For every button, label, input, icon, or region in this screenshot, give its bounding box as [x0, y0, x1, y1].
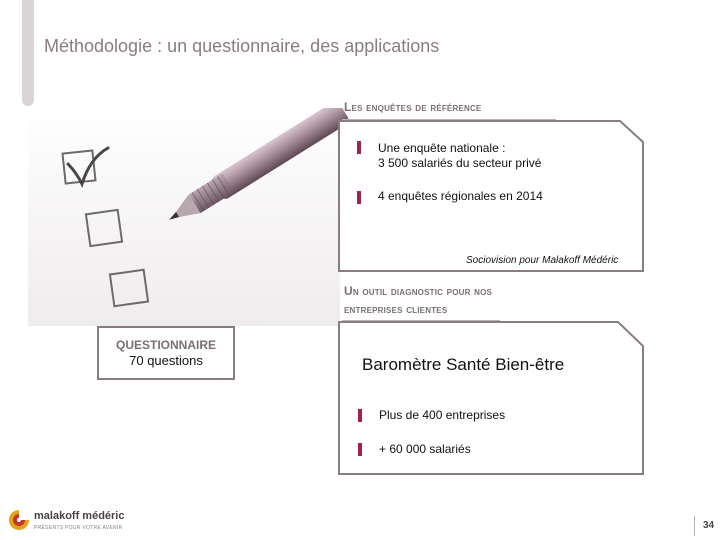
page-number-divider	[694, 516, 695, 536]
section-heading-reference-surveys: Les enquêtes de référence	[344, 100, 482, 114]
employees-count: + 60 000 salariés	[379, 442, 471, 456]
questionnaire-count: 70 questions	[129, 353, 203, 368]
page-number: 34	[703, 520, 715, 531]
logo-name: malakoff médéric	[34, 510, 125, 522]
section-heading-diagnostic-line2: entreprises clientes	[344, 302, 448, 316]
logo-tagline: PRÉSENTS POUR VOTRE AVENIR	[34, 525, 123, 531]
bullet-marker	[357, 191, 361, 204]
malakoff-logo	[8, 504, 128, 538]
section-heading-diagnostic-line1: Un outil diagnostic pour nos	[344, 284, 493, 298]
companies-count: Plus de 400 entreprises	[379, 408, 506, 422]
questionnaire-label: QUESTIONNAIRE	[115, 338, 216, 352]
bullet-marker	[358, 409, 362, 422]
questionnaire-box	[97, 326, 235, 380]
checkbox-checked-icon	[63, 148, 108, 184]
malakoff-logo-mark-icon	[8, 508, 30, 532]
page-title: Méthodologie : un questionnaire, des applications	[44, 36, 440, 56]
survey-regional: 4 enquêtes régionales en 2014	[378, 189, 543, 203]
checkbox-empty-icon	[86, 210, 122, 246]
bullet-marker	[358, 443, 362, 456]
source-note: Sociovision pour Malakoff Médéric	[466, 255, 619, 266]
barometer-title: Baromètre Santé Bien-être	[362, 355, 565, 374]
bullet-marker	[357, 141, 361, 154]
pen-icon	[150, 108, 350, 228]
survey-national-line2: 3 500 salariés du secteur privé	[378, 156, 542, 170]
checkbox-empty-icon	[110, 270, 148, 306]
survey-national-line1: Une enquête nationale :	[378, 141, 506, 155]
left-accent-bar	[22, 0, 34, 106]
